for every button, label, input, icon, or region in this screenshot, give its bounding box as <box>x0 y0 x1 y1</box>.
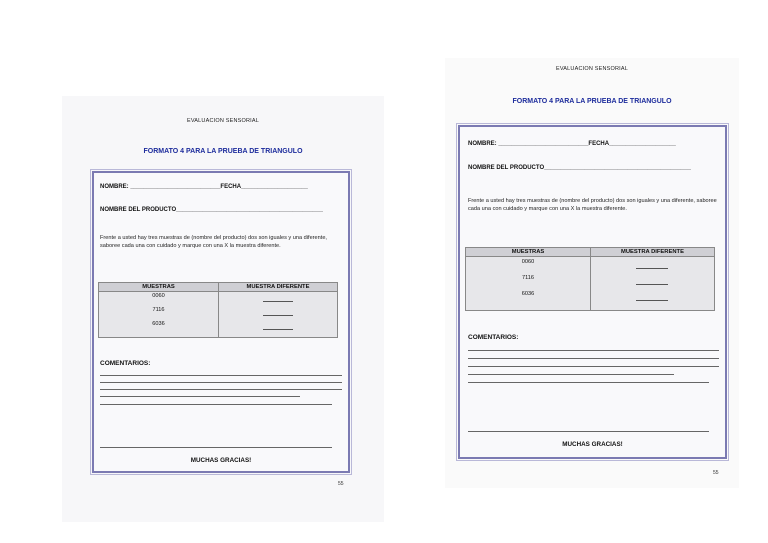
page-number: 55 <box>338 481 344 487</box>
comment-line[interactable] <box>468 374 674 375</box>
comments-label: COMENTARIOS: <box>100 360 151 367</box>
page-header: EVALUACION SENSORIAL <box>186 118 260 124</box>
left-page <box>62 96 384 522</box>
instructions-text: Frente a usted hay tres muestras de (nombre del producto) dos son iguales y una diferente, saboree cada una con cuidado y marque con una X la muestra diferente. <box>468 198 717 212</box>
nombre-fecha-line: NOMBRE: ___________________________FECHA____________________ <box>468 141 676 147</box>
comment-line[interactable] <box>468 350 719 351</box>
col-header-different: MUESTRA DIFERENTE <box>591 248 714 257</box>
triangle-test-form <box>92 171 350 473</box>
sample-code: 6036 <box>521 291 535 297</box>
nombre-fecha-line: NOMBRE: ___________________________FECHA____________________ <box>100 184 308 190</box>
col-header-samples: MUESTRAS <box>99 283 218 292</box>
samples-table <box>98 282 338 338</box>
page-header: EVALUACION SENSORIAL <box>555 66 629 72</box>
product-name-line: NOMBRE DEL PRODUCTO____________________________________________ <box>468 165 691 171</box>
format-title: FORMATO 4 PARA LA PRUEBA DE TRIANGULO <box>143 148 303 155</box>
signature-line[interactable] <box>100 447 332 448</box>
table-divider <box>218 283 219 337</box>
sample-code: 7116 <box>152 307 165 313</box>
sample-code: 7116 <box>521 275 535 281</box>
sample-code: 0060 <box>152 293 165 299</box>
comments-label: COMENTARIOS: <box>468 334 519 341</box>
mark-blank[interactable] <box>636 268 668 269</box>
comment-line[interactable] <box>100 382 342 383</box>
comment-line[interactable] <box>100 404 332 405</box>
comment-line[interactable] <box>468 366 719 367</box>
thanks-text: MUCHAS GRACIAS! <box>190 457 252 464</box>
samples-table <box>465 247 715 311</box>
comment-line[interactable] <box>100 389 342 390</box>
mark-blank[interactable] <box>636 284 668 285</box>
sample-code: 0060 <box>521 259 535 265</box>
mark-blank[interactable] <box>636 300 668 301</box>
signature-line[interactable] <box>468 431 709 432</box>
right-page <box>445 58 739 488</box>
triangle-test-form <box>458 125 727 459</box>
mark-blank[interactable] <box>263 301 293 302</box>
thanks-text: MUCHAS GRACIAS! <box>562 441 623 448</box>
comment-line[interactable] <box>100 375 342 376</box>
page-number: 55 <box>713 470 719 476</box>
instructions-text: Frente a usted hay tres muestras de (nombre del producto) dos son iguales y una diferente, saboree cada una con cuidado y marque con una X la muestra diferente. <box>100 235 327 249</box>
comment-line[interactable] <box>468 358 719 359</box>
col-header-samples: MUESTRAS <box>466 248 590 257</box>
mark-blank[interactable] <box>263 315 293 316</box>
product-name-line: NOMBRE DEL PRODUCTO____________________________________________ <box>100 207 323 213</box>
comment-line[interactable] <box>100 396 300 397</box>
format-title: FORMATO 4 PARA LA PRUEBA DE TRIANGULO <box>512 98 672 105</box>
comment-line[interactable] <box>468 382 709 383</box>
mark-blank[interactable] <box>263 329 293 330</box>
sample-code: 6036 <box>152 321 165 327</box>
table-divider <box>590 248 591 310</box>
col-header-different: MUESTRA DIFERENTE <box>219 283 337 292</box>
